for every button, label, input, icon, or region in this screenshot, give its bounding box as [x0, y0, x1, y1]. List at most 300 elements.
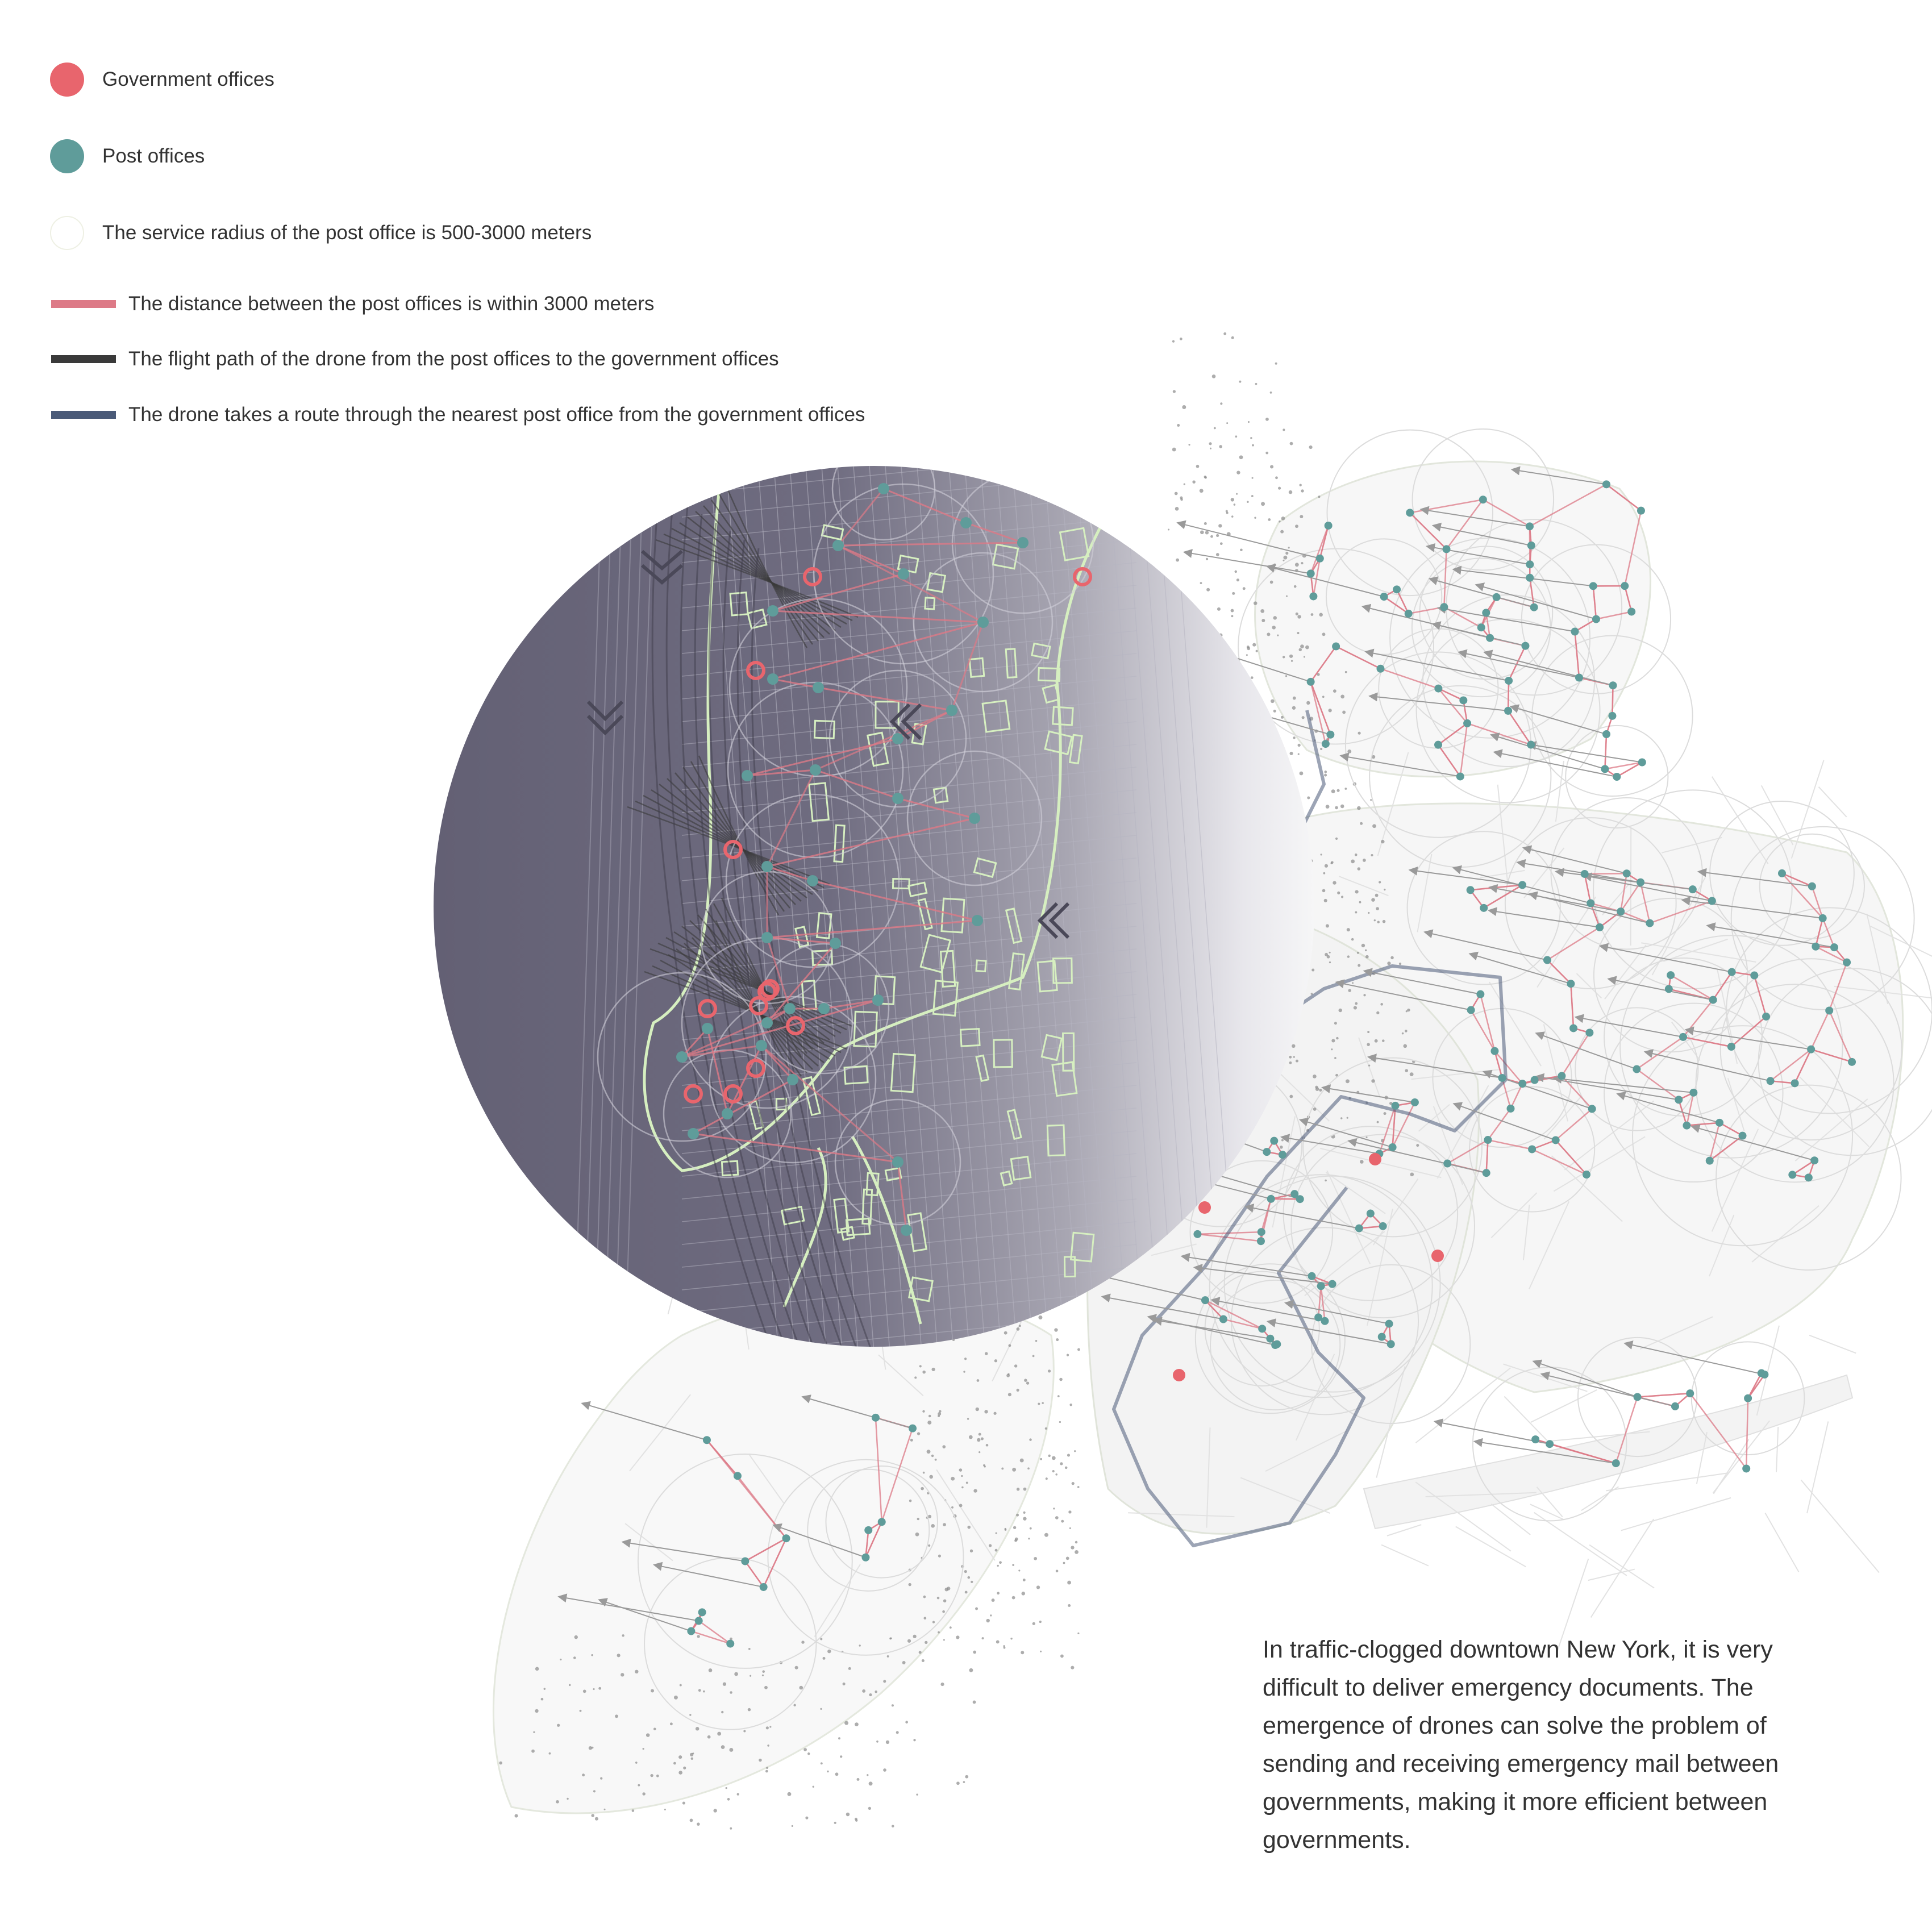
post-office-node [726, 1640, 734, 1648]
particle-dot [848, 1667, 851, 1670]
particle-dot [1365, 950, 1367, 952]
particle-dot [1017, 1488, 1020, 1491]
post-office-node [1601, 765, 1609, 773]
particle-dot [1322, 696, 1325, 698]
lens-post-office-node [818, 1003, 830, 1014]
post-office-node [1290, 1190, 1298, 1198]
government-office-node [1173, 1369, 1185, 1381]
post-office-node [1552, 1136, 1560, 1144]
particle-dot [1175, 507, 1179, 511]
particle-dot [919, 1365, 922, 1367]
particle-dot [1252, 444, 1254, 447]
particle-dot [1210, 535, 1213, 538]
particle-dot [1383, 920, 1386, 923]
particle-dot [983, 1464, 985, 1467]
particle-dot [1309, 445, 1312, 449]
particle-dot [820, 1638, 822, 1640]
post-office-node [1527, 542, 1535, 549]
lens-post-office-node [898, 568, 909, 580]
particle-dot [1355, 853, 1358, 856]
post-office-node [1810, 1156, 1818, 1164]
post-office-node [1708, 897, 1716, 905]
particle-dot [1209, 442, 1211, 445]
post-office-node [1531, 1076, 1539, 1084]
particle-dot [1205, 476, 1207, 478]
particle-dot [766, 1726, 769, 1729]
particle-dot [1042, 1402, 1044, 1404]
post-office-node [1791, 1079, 1799, 1087]
particle-dot [1368, 912, 1369, 914]
drone-flight-path-swatch [51, 355, 116, 363]
lens-post-office-node [946, 705, 957, 716]
particle-dot [1286, 596, 1288, 597]
particle-dot [1278, 487, 1281, 490]
particle-dot [1067, 1354, 1069, 1356]
post-office-node [1526, 560, 1534, 568]
particle-dot [1293, 1056, 1295, 1058]
street-segment [1534, 1513, 1627, 1576]
lens-post-office-node [756, 1040, 767, 1051]
particle-dot [1027, 1467, 1030, 1469]
particle-dot [1294, 585, 1297, 588]
legend-label: Government offices [102, 68, 274, 90]
particle-dot [1265, 452, 1268, 455]
particle-dot [748, 1708, 751, 1711]
particle-dot [1289, 655, 1293, 658]
particle-dot [950, 1626, 952, 1629]
particle-dot [905, 1721, 908, 1723]
particle-dot [1299, 648, 1302, 651]
post-office-node [1443, 545, 1451, 553]
legend-item-service-radius [50, 216, 592, 250]
particle-dot [915, 1533, 919, 1537]
particle-dot [1341, 896, 1343, 898]
particle-dot [1324, 774, 1327, 777]
particle-dot [727, 1798, 730, 1801]
post-office-node [1637, 878, 1644, 886]
particle-dot [1052, 1470, 1055, 1472]
particle-dot [1034, 1557, 1037, 1560]
particle-dot [1325, 953, 1328, 956]
post-office-node [1193, 1230, 1201, 1238]
street-segment [1765, 1513, 1798, 1572]
particle-dot [846, 1813, 850, 1816]
particle-dot [1358, 964, 1360, 967]
street-segment [1776, 1427, 1778, 1472]
post-office-node [1526, 574, 1534, 582]
particle-dot [1220, 402, 1222, 405]
street-segment [1381, 1545, 1429, 1566]
post-office-swatch [50, 139, 84, 173]
post-office-node [1434, 741, 1442, 749]
particle-dot [973, 1651, 976, 1654]
particle-dot [793, 1704, 796, 1706]
post-office-node [1683, 1122, 1690, 1130]
particle-dot [1180, 498, 1183, 501]
post-office-node [1592, 615, 1600, 623]
post-office-node [872, 1414, 880, 1422]
lens-post-office-node [977, 617, 989, 628]
post-office-node [1440, 603, 1448, 611]
particle-dot [966, 1481, 968, 1484]
post-office-node [1612, 1459, 1620, 1467]
particle-dot [855, 1819, 857, 1822]
particle-dot [1304, 656, 1305, 657]
particle-dot [942, 1610, 945, 1613]
lens-post-office-node [767, 673, 778, 685]
particle-dot [1375, 1039, 1378, 1043]
post-office-node [1267, 1195, 1275, 1203]
particle-dot [986, 1619, 990, 1622]
particle-dot [913, 1739, 915, 1741]
particle-dot [927, 1450, 931, 1454]
particle-dot [922, 1659, 925, 1662]
particle-dot [1283, 556, 1287, 560]
particle-dot [1301, 562, 1303, 564]
legend-item-post-office-distance [51, 293, 654, 315]
lens-post-office-node [892, 1156, 903, 1168]
particle-dot [970, 1550, 973, 1552]
particle-dot [1406, 1010, 1408, 1012]
post-office-node [1482, 609, 1490, 617]
particle-dot [598, 1687, 601, 1690]
particle-dot [1363, 994, 1365, 996]
particle-dot [1340, 694, 1344, 698]
post-office-node [1608, 712, 1616, 720]
particle-dot [967, 1576, 970, 1579]
particle-dot [1206, 558, 1208, 560]
particle-dot [986, 1444, 989, 1447]
post-office-node [1434, 685, 1442, 693]
particle-dot [766, 1767, 768, 1769]
particle-dot [1290, 442, 1293, 445]
particle-dot [1319, 613, 1323, 617]
post-office-node [1380, 593, 1388, 601]
particle-dot [1292, 1044, 1295, 1048]
particle-dot [976, 1408, 979, 1411]
lens-post-office-node [761, 1017, 773, 1029]
post-office-node [1567, 980, 1575, 988]
particle-dot [1372, 824, 1376, 828]
particle-dot [1270, 465, 1273, 468]
particle-dot [1280, 1146, 1283, 1149]
particle-dot [1313, 1107, 1317, 1111]
post-office-node [1843, 959, 1851, 967]
particle-dot [1365, 955, 1369, 959]
particle-dot [965, 1591, 968, 1594]
particle-dot [1223, 332, 1226, 335]
particle-dot [1355, 890, 1359, 893]
particle-dot [919, 1651, 922, 1654]
particle-dot [1026, 1381, 1029, 1384]
particle-dot [650, 1774, 653, 1777]
post-office-node [1627, 607, 1635, 615]
particle-dot [1273, 564, 1276, 567]
particle-dot [1024, 1379, 1027, 1381]
particle-dot [916, 1793, 918, 1795]
particle-dot [876, 1741, 878, 1743]
post-office-node [1679, 1033, 1687, 1041]
particle-dot [1182, 405, 1186, 409]
post-office-node [1467, 1006, 1475, 1014]
particle-dot [569, 1684, 571, 1686]
particle-dot [1324, 771, 1327, 773]
particle-dot [1038, 1403, 1040, 1405]
particle-dot [1345, 671, 1347, 673]
post-office-node [1848, 1058, 1856, 1066]
post-office-node [1459, 696, 1467, 704]
particle-dot [765, 1770, 768, 1773]
particle-dot [1347, 928, 1350, 931]
particle-dot [867, 1774, 868, 1776]
post-office-node [1456, 772, 1464, 780]
particle-dot [827, 1650, 831, 1654]
particle-dot [1231, 498, 1234, 501]
particle-dot [989, 1544, 992, 1547]
post-office-node [1602, 730, 1610, 738]
particle-dot [1065, 1467, 1068, 1469]
particle-dot [1053, 1508, 1055, 1509]
post-office-node [695, 1617, 703, 1625]
particle-dot [1360, 822, 1363, 825]
particle-dot [767, 1744, 769, 1747]
particle-dot [1014, 1364, 1017, 1367]
particle-dot [1355, 911, 1357, 914]
post-office-node [1527, 741, 1535, 749]
post-office-node [1617, 907, 1625, 915]
particle-dot [531, 1750, 535, 1753]
post-office-node [1571, 628, 1579, 636]
particle-dot [1226, 512, 1229, 514]
particle-dot [927, 1421, 931, 1425]
particle-dot [857, 1778, 860, 1781]
post-office-node [1326, 731, 1334, 739]
particle-dot [938, 1412, 941, 1415]
particle-dot [1402, 1032, 1404, 1035]
particle-dot [1279, 521, 1280, 522]
post-office-node [760, 1583, 768, 1591]
particle-dot [1293, 736, 1295, 739]
lens-post-office-node [807, 875, 818, 886]
particle-dot [533, 1731, 535, 1733]
particle-dot [1292, 706, 1296, 710]
post-office-node [1518, 1080, 1526, 1088]
particle-dot [935, 1459, 937, 1461]
particle-dot [734, 1672, 738, 1676]
particle-dot [982, 1637, 984, 1639]
street-segment [1809, 1335, 1856, 1354]
government-office-node [1431, 1250, 1444, 1262]
particle-dot [1248, 421, 1250, 423]
particle-dot [1180, 338, 1182, 340]
particle-dot [1347, 750, 1351, 753]
particle-dot [1334, 1057, 1336, 1059]
particle-dot [1271, 699, 1275, 703]
particle-dot [1023, 1512, 1026, 1514]
particle-dot [1021, 1651, 1024, 1654]
particle-dot [807, 1752, 810, 1755]
particle-dot [1283, 560, 1284, 561]
particle-dot [1347, 955, 1350, 957]
particle-dot [1075, 1541, 1078, 1544]
post-office-node [1325, 522, 1333, 530]
particle-dot [1255, 383, 1258, 385]
particle-dot [1289, 752, 1293, 755]
particle-dot [1340, 1117, 1342, 1119]
post-office-node [909, 1425, 917, 1433]
particle-dot [956, 1781, 960, 1785]
particle-dot [932, 1621, 935, 1623]
particle-dot [1177, 424, 1180, 427]
particle-dot [635, 1670, 638, 1673]
post-office-node [1581, 870, 1589, 878]
legend-label: The drone takes a route through the nearest post office from the government offices [128, 403, 865, 426]
particle-dot [1381, 840, 1384, 843]
particle-dot [1283, 428, 1285, 431]
post-office-node [1805, 1173, 1813, 1181]
street-segment [1530, 1504, 1564, 1519]
post-office-node [1321, 1317, 1329, 1325]
post-office-node [1613, 773, 1621, 781]
particle-dot [1239, 381, 1241, 383]
particle-dot [1270, 392, 1272, 394]
post-office-node [1531, 1435, 1539, 1443]
particle-dot [1010, 1638, 1012, 1639]
post-office-node [1596, 923, 1604, 931]
lens-post-office-node [813, 682, 824, 693]
particle-dot [844, 1721, 848, 1725]
legend-item-drone-flight-path [51, 348, 779, 370]
post-office-node [1583, 1171, 1590, 1179]
post-office-node [1589, 582, 1597, 590]
particle-dot [729, 1748, 733, 1752]
particle-dot [1044, 1533, 1048, 1537]
particle-dot [890, 1637, 892, 1639]
particle-dot [943, 1523, 946, 1526]
particle-dot [1326, 924, 1329, 927]
particle-dot [997, 1565, 998, 1567]
particle-dot [1234, 571, 1236, 573]
particle-dot [1067, 1581, 1071, 1585]
post-office-node [1385, 1320, 1393, 1328]
particle-dot [1382, 1039, 1385, 1042]
particle-dot [726, 1787, 727, 1789]
particle-dot [723, 1683, 726, 1686]
particle-dot [1077, 1633, 1079, 1634]
particle-dot [1371, 854, 1373, 856]
particle-dot [544, 1688, 546, 1690]
particle-dot [1331, 789, 1335, 793]
particle-dot [1326, 805, 1330, 809]
legend-label: The service radius of the post office is 500-3000 meters [102, 222, 592, 244]
post-office-node [1484, 1136, 1492, 1144]
particle-dot [689, 1714, 691, 1716]
particle-dot [923, 1596, 926, 1598]
particle-dot [1374, 919, 1376, 921]
post-office-node [1279, 1151, 1286, 1159]
particle-dot [896, 1731, 899, 1734]
post-office-node [1480, 904, 1488, 912]
particle-dot [1226, 422, 1228, 424]
particle-dot [995, 1549, 998, 1552]
street-segment [1819, 787, 1847, 817]
particle-dot [1376, 907, 1379, 910]
particle-dot [1277, 635, 1279, 636]
particle-dot [1399, 963, 1401, 965]
particle-dot [1295, 563, 1299, 567]
zoom-lens-manhattan [434, 426, 1314, 1358]
particle-dot [1234, 503, 1236, 506]
particle-dot [1176, 559, 1179, 562]
particle-dot [883, 1680, 886, 1683]
post-office-node [1588, 1105, 1596, 1113]
particle-dot [1311, 613, 1314, 616]
particle-dot [690, 1819, 693, 1822]
government-office-node [1198, 1201, 1211, 1214]
particle-dot [1322, 889, 1326, 893]
particle-dot [1052, 1456, 1056, 1460]
lens-post-office-node [688, 1128, 699, 1139]
particle-dot [1077, 1348, 1080, 1351]
post-office-node [1406, 509, 1414, 517]
particle-dot [1405, 1069, 1408, 1072]
particle-dot [922, 1371, 926, 1374]
particle-dot [697, 1822, 700, 1826]
particle-dot [1077, 1486, 1080, 1488]
particle-dot [582, 1773, 585, 1776]
particle-dot [1054, 1328, 1057, 1331]
particle-dot [1358, 732, 1360, 735]
post-office-node [1317, 1282, 1325, 1290]
particle-dot [994, 1359, 997, 1362]
particle-dot [1018, 1569, 1020, 1571]
particle-dot [1074, 1450, 1076, 1452]
particle-dot [764, 1686, 768, 1689]
particle-dot [788, 1792, 792, 1796]
post-office-node [1623, 869, 1631, 877]
description-paragraph: In traffic-clogged downtown New York, it is very difficult to deliver emergency documents. The emergence of drones can solve the problem of sending and receiving emergency mail between governments, making it more efficient between governments. [1263, 1636, 1779, 1854]
particle-dot [1368, 1065, 1370, 1067]
post-office-node [1739, 1132, 1747, 1140]
particle-dot [1231, 609, 1234, 613]
particle-dot [1075, 1550, 1079, 1554]
particle-dot [1023, 1517, 1026, 1520]
street-segment [1387, 1525, 1421, 1536]
particle-dot [1200, 582, 1202, 584]
post-office-node [1467, 886, 1475, 894]
particle-dot [1313, 1075, 1317, 1079]
particle-dot [1333, 689, 1336, 693]
post-office-node [1728, 968, 1736, 976]
particle-dot [673, 1762, 676, 1765]
particle-dot [843, 1683, 846, 1685]
post-office-node [1308, 1272, 1316, 1280]
particle-dot [1321, 853, 1322, 855]
particle-dot [985, 1352, 988, 1355]
post-office-node [1528, 1145, 1536, 1153]
particle-dot [1318, 496, 1321, 498]
lens-post-office-node [969, 813, 980, 824]
post-office-node [1825, 1006, 1833, 1014]
particle-dot [1375, 894, 1379, 897]
post-office-node [1675, 1096, 1683, 1104]
post-office-node [1266, 1335, 1274, 1343]
particle-dot [1061, 1520, 1064, 1523]
post-office-link [1612, 685, 1613, 716]
particle-dot [549, 1752, 551, 1755]
particle-dot [1236, 470, 1240, 474]
particle-dot [813, 1786, 814, 1788]
